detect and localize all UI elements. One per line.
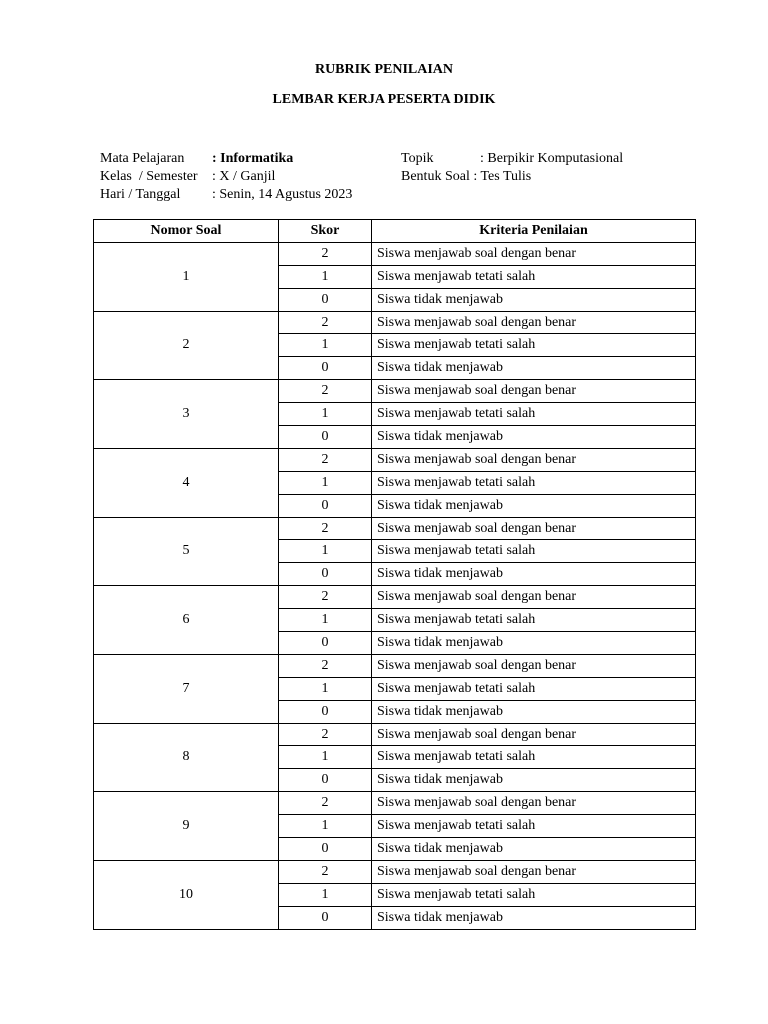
cell-skor: 2 bbox=[279, 860, 372, 883]
cell-skor: 2 bbox=[279, 380, 372, 403]
cell-kriteria: Siswa menjawab soal dengan benar bbox=[372, 654, 696, 677]
cell-kriteria: Siswa tidak menjawab bbox=[372, 288, 696, 311]
cell-skor: 0 bbox=[279, 632, 372, 655]
table-row bbox=[94, 380, 696, 403]
table-body bbox=[94, 242, 696, 929]
table-header-row bbox=[94, 220, 696, 243]
cell-skor: 2 bbox=[279, 517, 372, 540]
cell-kriteria: Siswa menjawab tetati salah bbox=[372, 540, 696, 563]
header-nomor-soal: Nomor Soal bbox=[94, 220, 279, 243]
info-row-subject bbox=[100, 150, 352, 168]
cell-skor: 2 bbox=[279, 723, 372, 746]
cell-kriteria: Siswa menjawab tetati salah bbox=[372, 815, 696, 838]
cell-skor: 0 bbox=[279, 838, 372, 861]
header-kriteria: Kriteria Penilaian bbox=[372, 220, 696, 243]
table-row bbox=[94, 311, 696, 334]
header-skor: Skor bbox=[279, 220, 372, 243]
cell-kriteria: Siswa menjawab soal dengan benar bbox=[372, 517, 696, 540]
info-value: : X / Ganjil bbox=[212, 169, 276, 184]
info-value: : Informatika bbox=[212, 151, 294, 166]
cell-nomor-soal: 6 bbox=[94, 586, 279, 655]
cell-nomor-soal: 4 bbox=[94, 448, 279, 517]
info-label: Bentuk Soal bbox=[401, 169, 470, 184]
cell-kriteria: Siswa menjawab soal dengan benar bbox=[372, 723, 696, 746]
cell-skor: 1 bbox=[279, 746, 372, 769]
table-row bbox=[94, 586, 696, 609]
table-row bbox=[94, 792, 696, 815]
cell-kriteria: Siswa tidak menjawab bbox=[372, 906, 696, 929]
cell-kriteria: Siswa menjawab tetati salah bbox=[372, 883, 696, 906]
cell-nomor-soal: 2 bbox=[94, 311, 279, 380]
table-row bbox=[94, 860, 696, 883]
cell-skor: 0 bbox=[279, 426, 372, 449]
cell-skor: 0 bbox=[279, 357, 372, 380]
document-title: RUBRIK PENILAIAN bbox=[314, 62, 454, 77]
cell-skor: 0 bbox=[279, 906, 372, 929]
cell-kriteria: Siswa menjawab soal dengan benar bbox=[372, 242, 696, 265]
cell-kriteria: Siswa menjawab soal dengan benar bbox=[372, 586, 696, 609]
cell-nomor-soal: 8 bbox=[94, 723, 279, 792]
info-row-topic bbox=[401, 150, 623, 168]
info-left bbox=[100, 150, 352, 204]
cell-kriteria: Siswa menjawab tetati salah bbox=[372, 265, 696, 288]
cell-skor: 0 bbox=[279, 769, 372, 792]
cell-nomor-soal: 10 bbox=[94, 860, 279, 929]
cell-skor: 1 bbox=[279, 677, 372, 700]
info-right bbox=[401, 150, 623, 186]
cell-skor: 2 bbox=[279, 654, 372, 677]
info-value: : Berpikir Komputasional bbox=[480, 151, 624, 166]
cell-skor: 1 bbox=[279, 403, 372, 426]
info-label: Mata Pelajaran bbox=[100, 151, 185, 166]
cell-nomor-soal: 3 bbox=[94, 380, 279, 449]
info-value: : Tes Tulis bbox=[473, 169, 532, 184]
document-subtitle: LEMBAR KERJA PESERTA DIDIK bbox=[272, 92, 496, 107]
cell-skor: 2 bbox=[279, 311, 372, 334]
cell-nomor-soal: 5 bbox=[94, 517, 279, 586]
cell-kriteria: Siswa tidak menjawab bbox=[372, 838, 696, 861]
table-row bbox=[94, 723, 696, 746]
cell-skor: 1 bbox=[279, 265, 372, 288]
cell-kriteria: Siswa menjawab tetati salah bbox=[372, 746, 696, 769]
cell-nomor-soal: 1 bbox=[94, 242, 279, 311]
cell-kriteria: Siswa tidak menjawab bbox=[372, 769, 696, 792]
table-row bbox=[94, 242, 696, 265]
cell-kriteria: Siswa tidak menjawab bbox=[372, 494, 696, 517]
cell-skor: 1 bbox=[279, 609, 372, 632]
table-row bbox=[94, 448, 696, 471]
cell-kriteria: Siswa tidak menjawab bbox=[372, 426, 696, 449]
table-row bbox=[94, 654, 696, 677]
cell-kriteria: Siswa menjawab tetati salah bbox=[372, 403, 696, 426]
cell-kriteria: Siswa menjawab tetati salah bbox=[372, 677, 696, 700]
cell-skor: 1 bbox=[279, 471, 372, 494]
info-label: Topik bbox=[401, 151, 434, 166]
cell-kriteria: Siswa menjawab soal dengan benar bbox=[372, 792, 696, 815]
info-row-class bbox=[100, 168, 352, 186]
cell-skor: 0 bbox=[279, 563, 372, 586]
cell-skor: 0 bbox=[279, 288, 372, 311]
table-row bbox=[94, 517, 696, 540]
info-value: : Senin, 14 Agustus 2023 bbox=[212, 187, 353, 202]
cell-kriteria: Siswa menjawab soal dengan benar bbox=[372, 311, 696, 334]
cell-skor: 0 bbox=[279, 700, 372, 723]
cell-skor: 2 bbox=[279, 448, 372, 471]
cell-kriteria: Siswa tidak menjawab bbox=[372, 632, 696, 655]
info-row-date bbox=[100, 186, 352, 204]
cell-skor: 2 bbox=[279, 242, 372, 265]
cell-kriteria: Siswa tidak menjawab bbox=[372, 357, 696, 380]
info-label: Kelas / Semester bbox=[100, 169, 198, 184]
cell-skor: 2 bbox=[279, 586, 372, 609]
cell-kriteria: Siswa menjawab soal dengan benar bbox=[372, 448, 696, 471]
info-row-question-type bbox=[401, 168, 623, 186]
cell-kriteria: Siswa tidak menjawab bbox=[372, 700, 696, 723]
cell-kriteria: Siswa menjawab tetati salah bbox=[372, 471, 696, 494]
cell-kriteria: Siswa tidak menjawab bbox=[372, 563, 696, 586]
rubric-table bbox=[93, 219, 696, 930]
cell-kriteria: Siswa menjawab tetati salah bbox=[372, 609, 696, 632]
cell-skor: 0 bbox=[279, 494, 372, 517]
cell-nomor-soal: 9 bbox=[94, 792, 279, 861]
cell-skor: 1 bbox=[279, 334, 372, 357]
cell-kriteria: Siswa menjawab soal dengan benar bbox=[372, 380, 696, 403]
cell-skor: 1 bbox=[279, 883, 372, 906]
cell-nomor-soal: 7 bbox=[94, 654, 279, 723]
info-label: Hari / Tanggal bbox=[100, 187, 181, 202]
cell-skor: 2 bbox=[279, 792, 372, 815]
cell-skor: 1 bbox=[279, 540, 372, 563]
cell-kriteria: Siswa menjawab tetati salah bbox=[372, 334, 696, 357]
cell-skor: 1 bbox=[279, 815, 372, 838]
cell-kriteria: Siswa menjawab soal dengan benar bbox=[372, 860, 696, 883]
